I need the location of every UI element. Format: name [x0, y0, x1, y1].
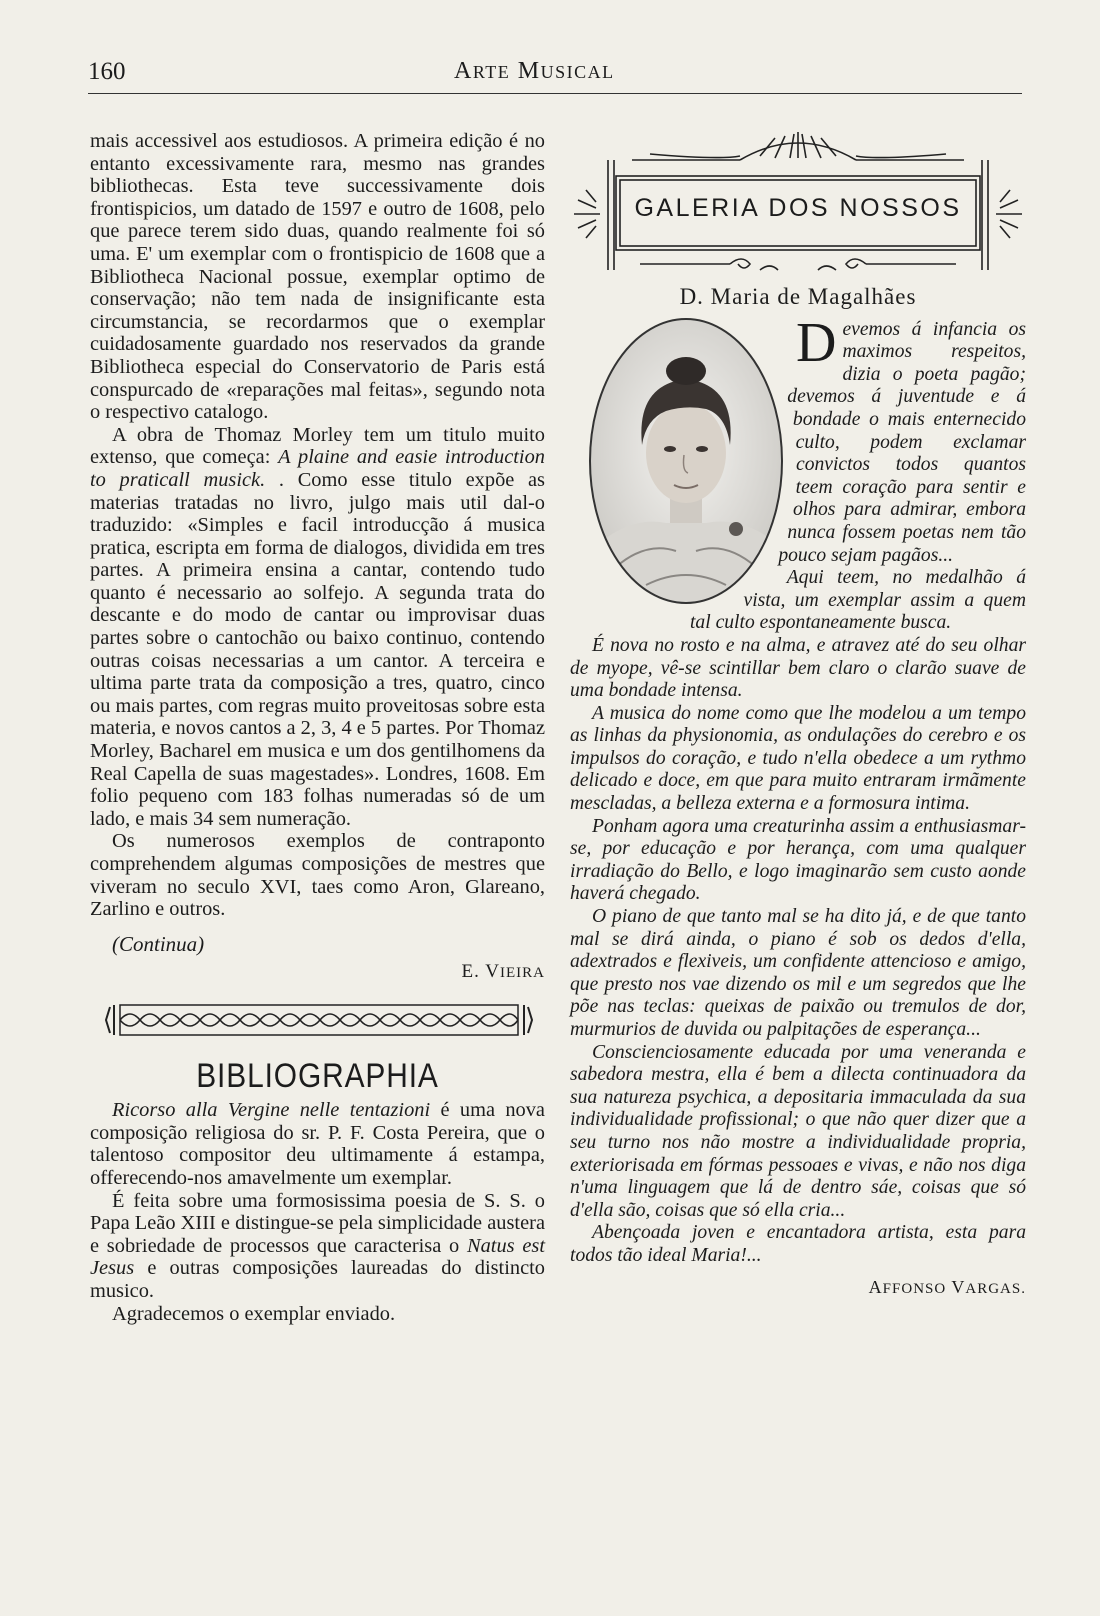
- drop-cap: D: [796, 311, 837, 374]
- section-title-galeria: GALERIA DOS NOSSOS: [634, 194, 962, 222]
- bibliographia-body: [90, 1099, 545, 1325]
- left-column: [90, 130, 545, 1325]
- right-column: [570, 130, 1026, 1300]
- section-header-frame: [570, 130, 1026, 280]
- author-signature: E. VIEIRA: [461, 961, 545, 983]
- paragraph: Ponham agora uma creaturinha assim a enthusiasmar-se, por educação e por herança, com uma qualquer irradiação do Bello, e logo imaginarão sem custo aonde haverá chegado.: [570, 815, 1026, 905]
- paragraph: mais accessivel aos estudiosos. A primeira edição é no entanto excessivamente rara, mesmo nas grandes bibliothecas. Esta teve successivamente dois frontispicios, um datado de 1597 e outro de 1608, pelo que parece terem sido duas, quando realmente foi só uma. E' um exemplar com o frontispicio de 1608 que a Bibliotheca Nacional possue, exemplar optimo de conservação; não tem nada de insignificante esta circumstancia, se recordarmos que o exemplar cuidadosamente guardado nos reservados da grande Bibliotheca especial do Conservatorio de Paris está conspurcado de «reparações mal feitas», segundo nota o respectivo catalogo.: [90, 130, 545, 424]
- header-rule: [88, 93, 1022, 94]
- paragraph: Ricorso alla Vergine nelle tentazioni é uma nova composição religiosa do sr. P. F. Costa Pereira, que o talentoso compositor deu ultimamente á estampa, offerecendo-nos amavelmente um exemplar.: [90, 1099, 545, 1189]
- paragraph: Devemos á infancia os maximos respeitos, dizia o poeta pagão; devemos á juventude e á bondade o mais enternecido culto, podem exclamar convictos todos quantos teem coração para sentir e olhos para admirar, embora nunca fossem poetas nem tão pouco sejam pagãos...: [778, 311, 1026, 566]
- paragraph: Conscienciosamente educada por uma veneranda e sabedora mestra, ella é bem a dilecta continuadora da sua natureza psychica, a depositaria immaculada da sua individualidade profissional; o que não quer dizer que a seu turno nos não mostre a individualidade propria, exteriorisada em fórmas pessoaes e vivas, e não nos diga n'uma linguagem que lá de dentro sáe, coisas que só d'ella são, coisas que só ella cria...: [570, 1041, 1026, 1221]
- running-title: ARTE MUSICAL: [454, 58, 615, 84]
- paragraph: Os numerosos exemplos de contraponto comprehendem algumas composições de mestres que viveram no seculo XVI, taes como Aron, Glareano, Zarlino e outros.: [90, 830, 545, 921]
- ornamental-divider: [104, 999, 534, 1041]
- portrait-medallion-image: [586, 315, 786, 607]
- paragraph: Aqui teem, no medalhão á vista, um exemplar assim a quem tal culto espontaneamente busca.: [689, 567, 1026, 634]
- paragraph: É nova no rosto e na alma, e atravez até do seu olhar de myope, vê-se scintillar bem claro o clarão suave de uma bondade intensa.: [570, 634, 1026, 702]
- paragraph: A musica do nome como que lhe modelou a um tempo as linhas da physionomia, as ondulações do cerebro e os impulsos do coração, e tudo n'ella obedece a um rythmo delicado e doce, em que para muito entraram irmãmente mescladas, a belleza externa e a formosura intima.: [570, 702, 1026, 815]
- book-title: A plaine and easie introduction to praticall musick.: [90, 446, 545, 491]
- section-title-bibliographia: BIBLIOGRAPHIA: [196, 1056, 439, 1095]
- paragraph: O piano de que tanto mal se ha dito já, e de que tanto mal se dirá ainda, o piano é sob os dedos d'ella, adextrados e flexiveis, um confidente attencioso e amigo, que presto nos vae dizendo os mil e um segredos que lhe põe nas teclas: queixas de paixão ou tremulos de dor, murmurios de duvida ou palpitações de esperança...: [570, 906, 1026, 1040]
- paragraph: É feita sobre uma formosissima poesia de S. S. o Papa Leão XIII e distingue-se pela simplicidade austera e sobriedade de processos que caracterisa o Natus est Jesus e outras composições laureadas do distincto musico.: [90, 1189, 545, 1302]
- author-signature: AFFONSO VARGAS.: [868, 1276, 1026, 1297]
- paragraph: Abençoada joven e encantadora artista, esta para todos tão ideal Maria!...: [570, 1222, 1026, 1266]
- continued-note: (Continua): [112, 931, 205, 956]
- paragraph: Agradecemos o exemplar enviado.: [112, 1302, 396, 1325]
- page-number: 160: [88, 58, 126, 85]
- paragraph: A obra de Thomaz Morley tem um titulo muito extenso, que começa: A plaine and easie introduction to praticall musick. . Como esse titulo expõe as materias tratadas no livro, julgo mais util dal-o traduzido: «Simples e facil introducção á musica pratica, escripta em forma de dialogos, dividida em tres partes. A primeira ensina a cantar, contendo tudo quanto é necessario ao solfejo. A segunda trata do descante e do modo de cantar ou improvisar duas partes sobre o cantochão ou baixo continuo, contendo outras coisas necessarias a um cantor. A terceira e ultima parte trata da composição a tres, quatro, cinco ou mais partes, com regras muito proveitosas sobre esta materia, e novos cantos a 2, 3, 4 e 5 partes. Por Thomaz Morley, Bacharel em musica e um dos gentilhomens da Real Capella de suas magestades». Londres, 1608. Em folio pequeno com 183 folhas numeradas só de um lado, e mais 34 sem numeração.: [90, 423, 545, 830]
- subject-name: D. Maria de Magalhães: [679, 284, 917, 309]
